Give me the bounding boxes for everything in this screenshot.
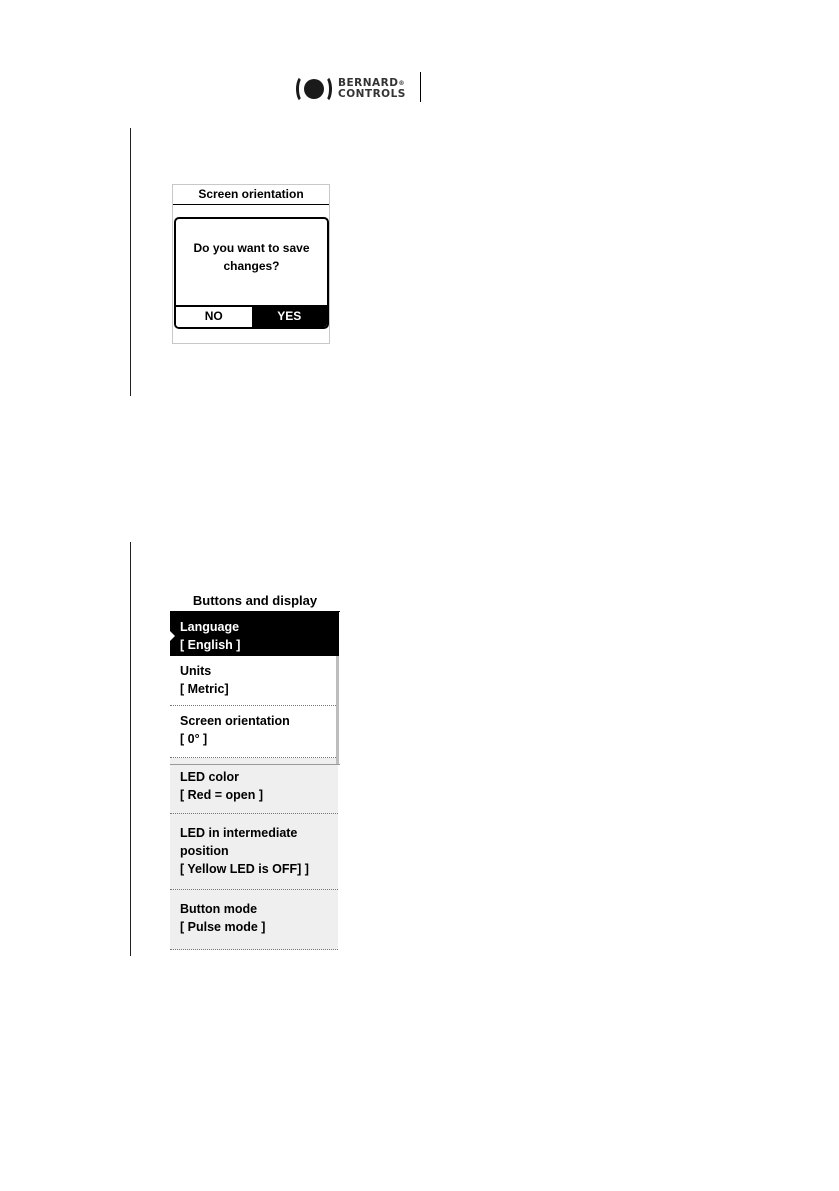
menu-item-value: [ Pulse mode ] — [180, 920, 266, 934]
screen-title: Screen orientation — [173, 185, 329, 205]
save-changes-dialog — [174, 217, 329, 329]
menu-item-screen-orientation[interactable] — [170, 706, 336, 758]
menu-item-label: LED color — [180, 770, 240, 784]
menu-scrollbar-thumb[interactable] — [336, 612, 339, 656]
menu-item-label: Language — [180, 620, 240, 634]
logo-mark-icon — [296, 75, 332, 103]
menu-item-value: [ Yellow LED is OFF] ] — [180, 862, 309, 876]
margin-change-bar — [130, 128, 131, 396]
menu-item-label-line2: position — [180, 844, 229, 858]
yes-button[interactable]: YES — [252, 307, 328, 327]
menu-item-label: Units — [180, 664, 212, 678]
menu-item-led-intermediate[interactable] — [170, 814, 338, 890]
header-divider — [420, 72, 421, 102]
menu-item-label: Button mode — [180, 902, 258, 916]
dialog-buttons — [176, 305, 327, 327]
menu-title: Buttons and display — [192, 593, 318, 608]
menu-item-led-color[interactable] — [170, 758, 338, 814]
logo-text: BERNARD® CONTROLS — [338, 77, 406, 100]
buttons-display-menu — [170, 612, 340, 950]
menu-item-value: [ Metric] — [180, 682, 229, 696]
margin-change-bar — [130, 542, 131, 956]
screen-bottom-edge — [170, 764, 340, 765]
menu-item-value: [ Red = open ] — [180, 788, 263, 802]
save-dialog-screen — [172, 184, 330, 344]
menu-item-value: [ English ] — [180, 638, 241, 652]
dialog-message: Do you want to save changes? — [193, 241, 310, 273]
menu-item-language[interactable] — [170, 612, 336, 656]
no-button[interactable]: NO — [176, 307, 252, 327]
menu-item-button-mode[interactable] — [170, 890, 338, 950]
menu-item-label: LED in intermediate — [180, 826, 298, 840]
bernard-controls-logo — [296, 74, 408, 104]
menu-item-label: Screen orientation — [180, 714, 290, 728]
menu-item-units[interactable] — [170, 656, 336, 706]
menu-item-value: [ 0° ] — [180, 732, 208, 746]
